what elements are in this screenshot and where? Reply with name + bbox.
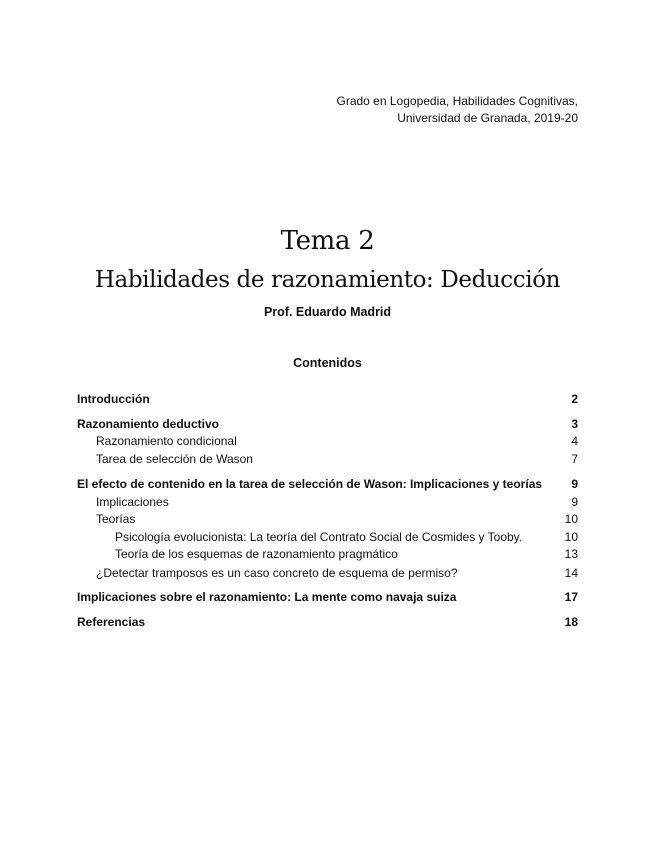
toc-entry-label: Teorías (96, 512, 136, 526)
toc-entry-page: 3 (571, 417, 578, 431)
toc-entry-page: 18 (564, 615, 578, 629)
toc-entry-label: Psicología evolucionista: La teoría del Contrato Social de Cosmides y Tooby. (115, 530, 523, 544)
toc-entry-page: 17 (564, 590, 578, 604)
toc-entry-page: 7 (571, 452, 578, 466)
contents-heading: Contenidos (293, 356, 362, 370)
toc-entry-label: Razonamiento condicional (96, 434, 237, 448)
toc-entry-razonamiento-deductivo[interactable] (77, 416, 578, 432)
toc-entry-esquemas-pragmatico[interactable] (77, 546, 578, 562)
document-subtitle: Habilidades de razonamiento: Deducción (94, 267, 561, 293)
toc-entry-razonamiento-condicional[interactable] (77, 433, 578, 449)
toc-entry-teorias[interactable] (77, 511, 578, 527)
toc-entry-label: Implicaciones sobre el razonamiento: La mente como navaja suiza (77, 590, 457, 604)
toc-entry-label: El efecto de contenido en la tarea de selección de Wason: Implicaciones y teorías (77, 477, 543, 491)
toc-entry-page: 10 (564, 530, 578, 544)
toc-entry-page: 9 (571, 477, 578, 491)
header-note-line-1: Grado en Logopedia, Habilidades Cognitivas, (336, 94, 578, 108)
toc-entry-detectar-tramposos[interactable] (77, 565, 578, 581)
toc-entry-page: 14 (564, 566, 578, 580)
toc-entry-page: 9 (571, 495, 578, 509)
toc-entry-label: ¿Detectar tramposos es un caso concreto de esquema de permiso? (96, 566, 458, 580)
toc-entry-label: Implicaciones (96, 495, 169, 509)
toc-entry-referencias[interactable] (77, 614, 578, 630)
toc-entry-implicaciones[interactable] (77, 494, 578, 510)
toc-entry-label: Teoría de los esquemas de razonamiento pragmático (115, 547, 398, 561)
toc-entry-page: 2 (571, 392, 578, 406)
toc-entry-page: 13 (564, 547, 578, 561)
author: Prof. Eduardo Madrid (263, 305, 392, 319)
toc-entry-label: Referencias (77, 615, 146, 629)
toc-entry-page: 4 (571, 434, 578, 448)
toc-entry-page: 10 (564, 512, 578, 526)
header-note (337, 93, 579, 126)
toc-entry-psicologia-evolucionista[interactable] (77, 529, 578, 545)
toc-entry-label: Introducción (77, 392, 150, 406)
toc-entry-tarea-wason[interactable] (77, 451, 578, 467)
toc-entry-navaja-suiza[interactable] (77, 589, 578, 605)
header-note-line-2: Universidad de Granada, 2019-20 (397, 110, 578, 125)
toc-entry-label: Tarea de selección de Wason (96, 452, 253, 466)
toc-entry-label: Razonamiento deductivo (77, 417, 220, 431)
document-title: Tema 2 (280, 226, 375, 256)
toc-entry-introduccion[interactable] (77, 391, 578, 407)
toc-entry-efecto-contenido[interactable] (77, 476, 578, 492)
